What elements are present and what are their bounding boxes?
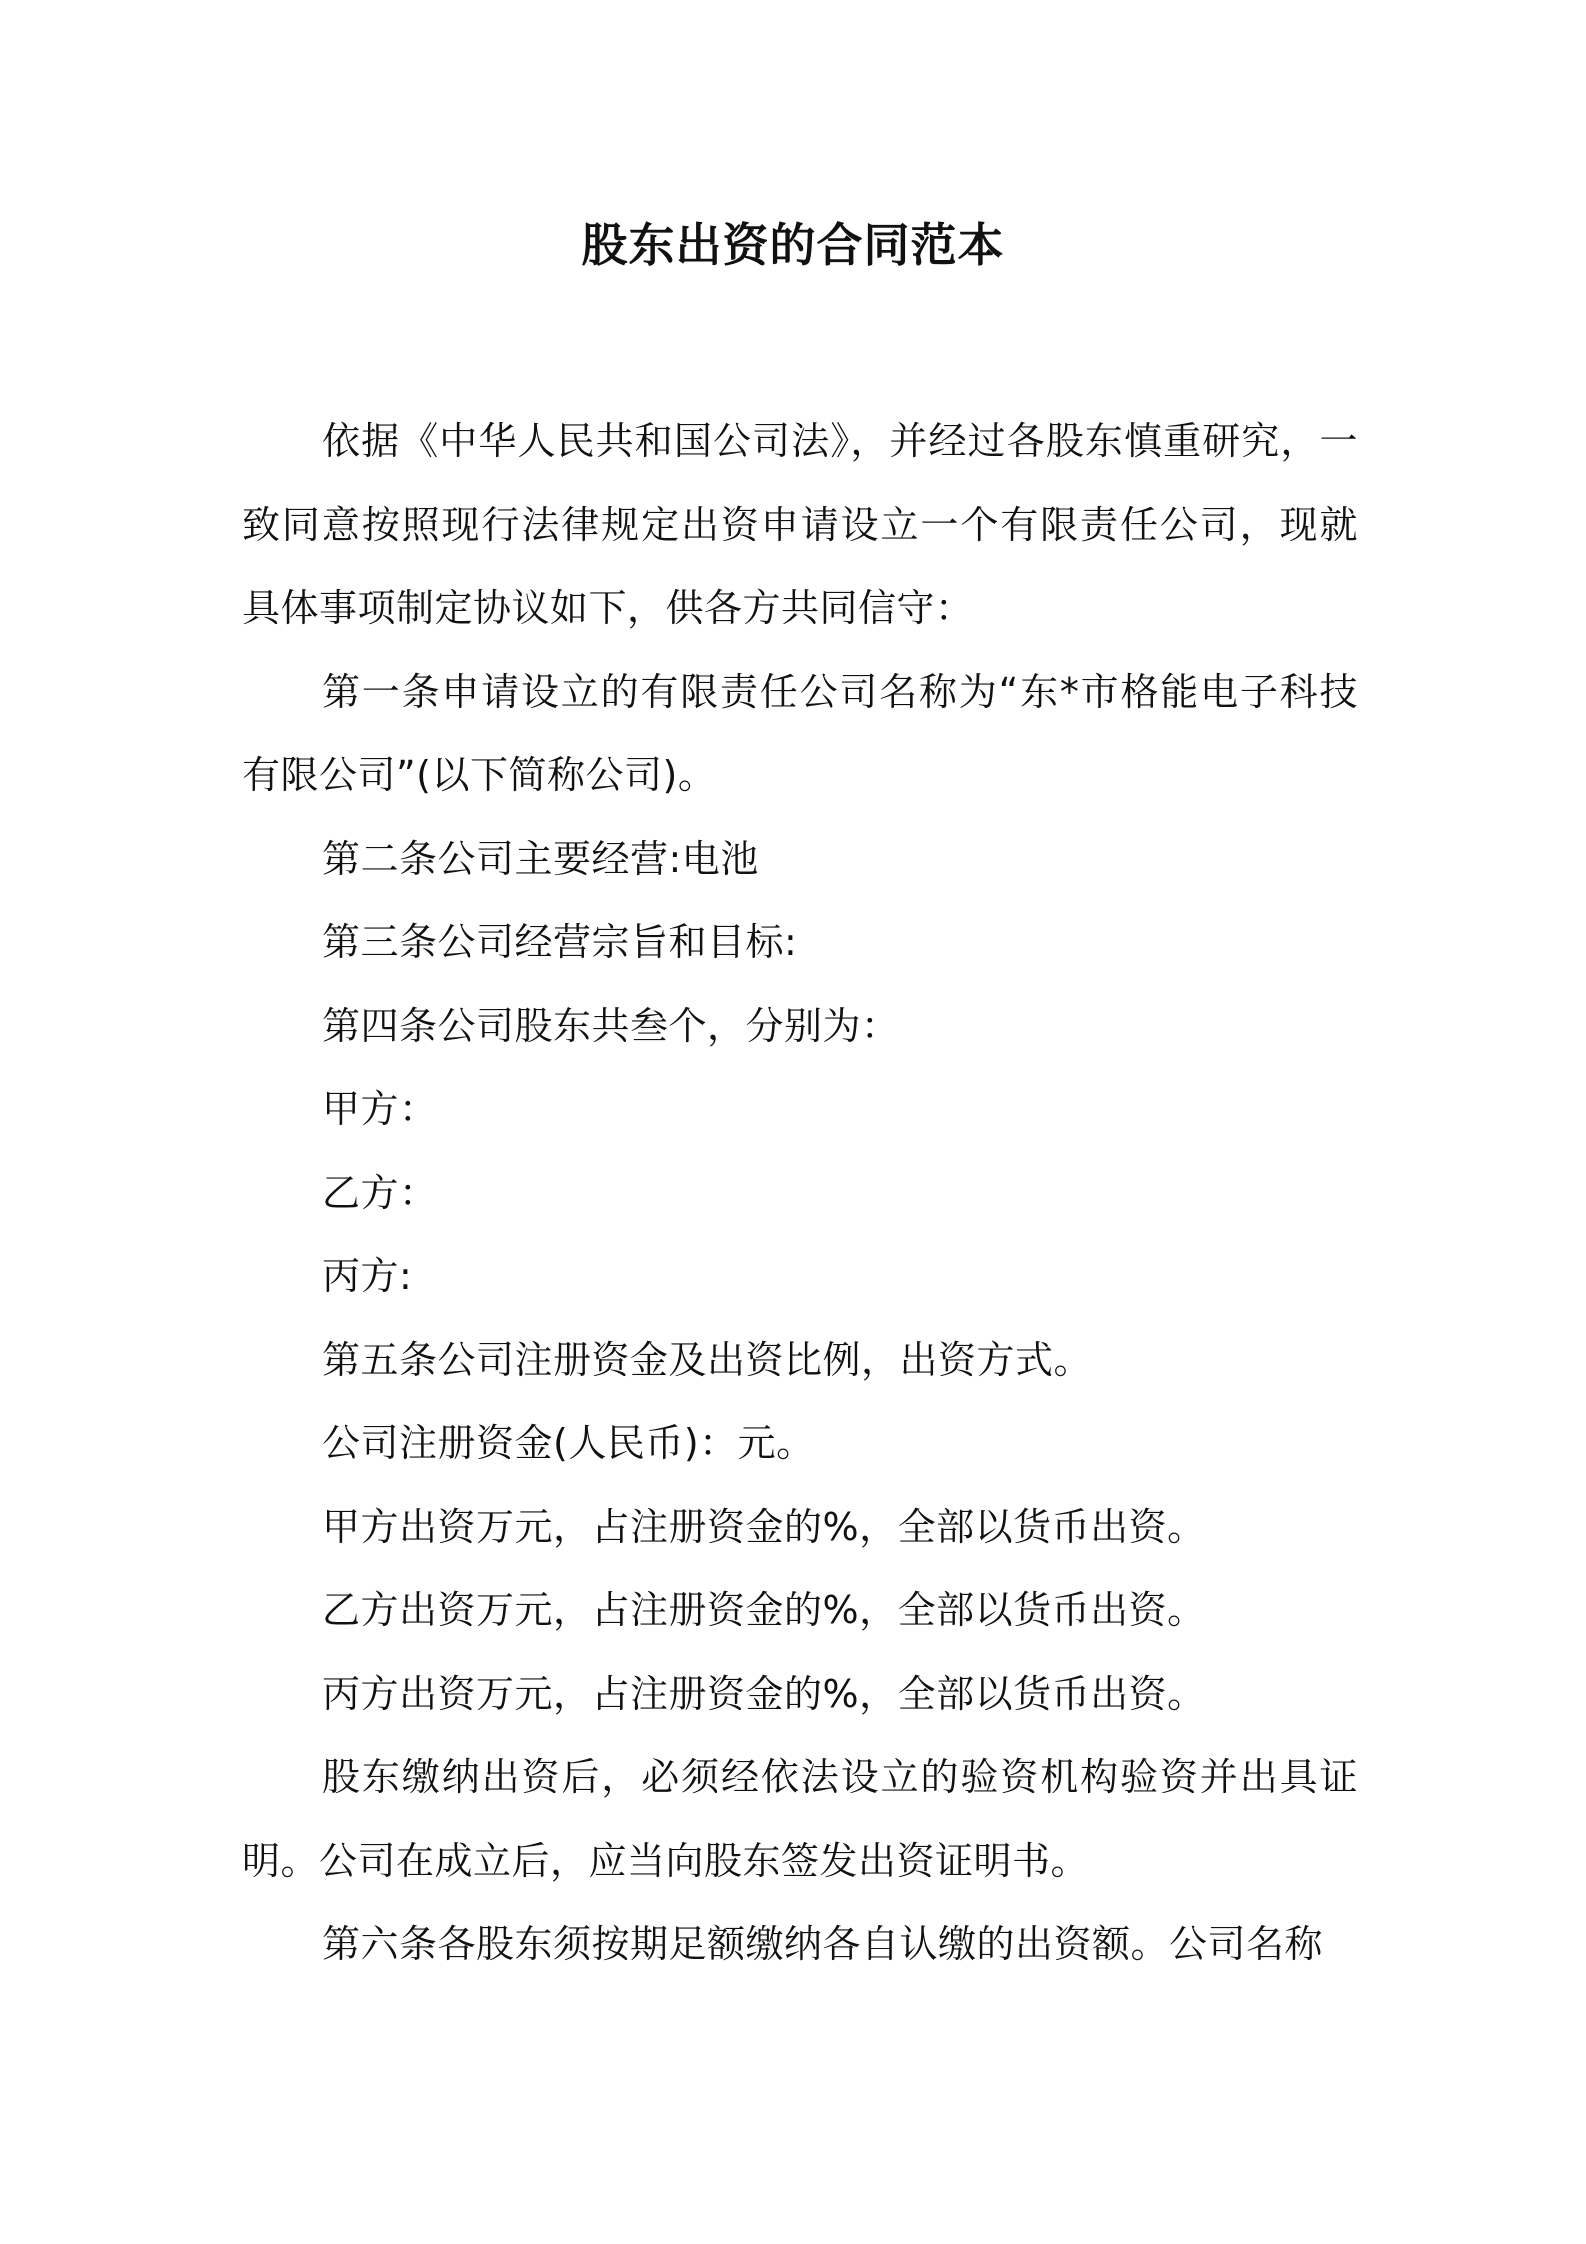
paragraph-article-4: 第四条公司股东共叁个，分别为： [322,1003,900,1048]
paragraph-preamble: 依据《中华人民共和国公司法》，并经过各股东慎重研究，一致同意按照现行法律规定出资申请设立一个有限责任公司，现就具体事项制定协议如下，供各方共同信守： [242,419,1358,630]
paragraph-article-5: 第五条公司注册资金及出资比例，出资方式。 [322,1337,1093,1382]
paragraph-article-6: 第六条各股东须按期足额缴纳各自认缴的出资额。公司名称 [322,1922,1324,1966]
paragraph-party-a-contribution: 甲方出资万元，占注册资金的%，全部以货币出资。 [322,1504,1206,1549]
paragraph-party-c: 丙方: [322,1254,413,1298]
paragraph-article-2: 第二条公司主要经营:电池 [322,836,759,881]
paragraph-registered-capital: 公司注册资金(人民币)：元。 [322,1421,815,1465]
document-body [242,400,1358,1987]
paragraph-capital-verification: 股东缴纳出资后，必须经依法设立的验资机构验资并出具证明。公司在成立后，应当向股东签发出资证明书。 [242,1755,1358,1883]
paragraph-party-b-contribution: 乙方出资万元，占注册资金的%，全部以货币出资。 [322,1588,1206,1632]
paragraph-article-3: 第三条公司经营宗旨和目标: [322,920,798,964]
paragraph-party-b: 乙方： [322,1170,438,1215]
document-title: 股东出资的合同范本 [581,218,1005,272]
paragraph-party-c-contribution: 丙方出资万元，占注册资金的%，全部以货币出资。 [322,1671,1206,1716]
paragraph-party-a: 甲方： [322,1087,438,1131]
paragraph-article-1: 第一条申请设立的有限责任公司名称为“东*市格能电子科技有限公司”(以下简称公司)。 [242,669,1358,797]
